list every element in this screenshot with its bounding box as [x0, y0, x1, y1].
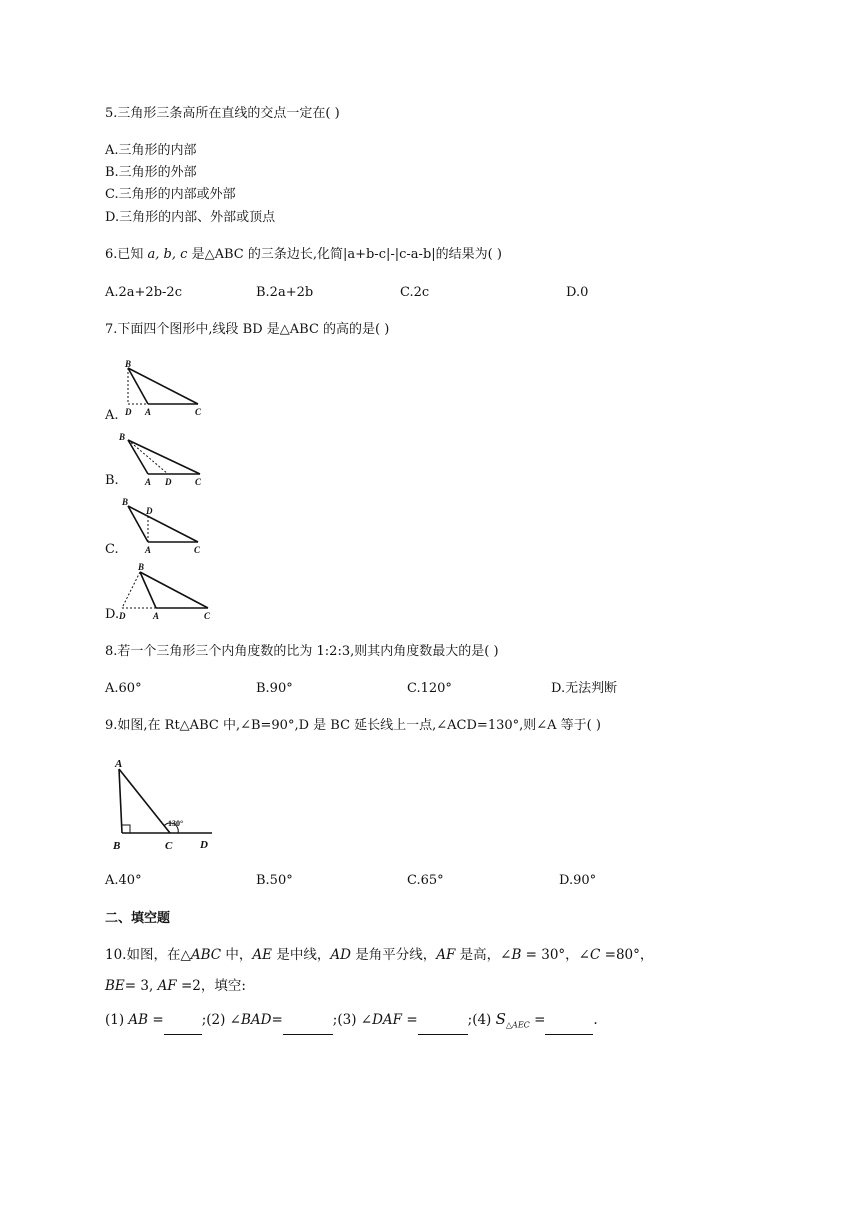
svg-text:D: D [125, 407, 132, 417]
q9-option-c: C.65° [407, 873, 444, 888]
blank-3[interactable] [418, 1020, 468, 1035]
q10-line1: 10.如图，在△ABC 中，AE 是中线，AD 是角平分线，AF 是高，∠B = 30°，∠C =80°， [105, 947, 654, 963]
svg-text:D: D [146, 506, 153, 516]
q6-option-c: C.2c [400, 285, 430, 300]
q7-option-b-label: B. [105, 473, 119, 488]
blank-4[interactable] [545, 1020, 593, 1035]
q8-stem: 8.若一个三角形三个内角度数的比为 1:2:3,则其内角度数最大的是( ) [105, 644, 499, 659]
q6-option-a: A.2a+2b-2c [105, 285, 182, 300]
q7-option-a-label: A. [105, 408, 119, 423]
q9-option-b: B.50° [256, 873, 293, 888]
q6-option-b: B.2a+2b [256, 285, 314, 300]
svg-text:B: B [125, 359, 132, 369]
svg-text:D: D [200, 839, 208, 851]
q9-option-d: D.90° [559, 873, 597, 888]
q6-stem: 6.已知 a, b, c 是△ABC 的三条边长,化简|a+b-c|-|c-a-b|的结果为( ) [105, 247, 502, 262]
svg-text:C: C [194, 545, 201, 555]
svg-text:B: B [113, 840, 121, 852]
svg-text:B: B [138, 562, 145, 572]
q5-option-c: C.三角形的内部或外部 [105, 187, 236, 202]
q9-figure [104, 754, 216, 854]
svg-text:B: B [119, 432, 126, 442]
svg-text:A: A [145, 407, 152, 417]
q10-fill-line: (1) AB = ;(2) ∠BAD= ;(3) ∠DAF = ;(4) $S_{\triangle AEC}$ = . [105, 1010, 598, 1035]
q5-option-a: A.三角形的内部 [105, 143, 197, 158]
q7-option-c-label: C. [105, 542, 119, 557]
q5-option-b: B.三角形的外部 [105, 165, 197, 180]
svg-text:D: D [165, 477, 172, 487]
svg-text:C: C [204, 611, 211, 621]
svg-text:130°: 130° [168, 819, 184, 828]
q7-figure-d [116, 560, 216, 622]
svg-text:A: A [115, 758, 123, 770]
q6-options [0, 284, 860, 304]
q8-option-d: D.无法判断 [551, 681, 618, 696]
section-title: 二、填空题 [105, 911, 171, 926]
q8-option-b: B.90° [256, 681, 293, 696]
q7-option-d-label: D. [105, 607, 120, 622]
blank-1[interactable] [164, 1020, 202, 1035]
q7-figure-a [118, 358, 208, 420]
q9-stem: 9.如图,在 Rt△ABC 中,∠B=90°,D 是 BC 延长线上一点,∠ACD=130°,则∠A 等于( ) [105, 718, 601, 733]
svg-text:D: D [119, 611, 126, 621]
q7-figure-b [116, 428, 210, 488]
q9-option-a: A.40° [105, 873, 142, 888]
svg-text:B: B [122, 497, 129, 507]
svg-text:A: A [153, 611, 160, 621]
svg-text:C: C [195, 407, 202, 417]
svg-text:A: A [145, 477, 152, 487]
q8-options [0, 680, 860, 700]
svg-text:A: A [145, 545, 152, 555]
q10-line2: BE= 3, AF =2，填空: [105, 978, 246, 994]
q8-option-c: C.120° [407, 681, 452, 696]
svg-text:C: C [165, 840, 173, 852]
svg-text:C: C [195, 477, 202, 487]
q8-option-a: A.60° [105, 681, 142, 696]
q9-options [0, 872, 860, 892]
q7-figure-c [116, 494, 210, 556]
blank-2[interactable] [283, 1020, 333, 1035]
q6-option-d: D.0 [566, 285, 589, 300]
q5-option-d: D.三角形的内部、外部或顶点 [105, 210, 276, 225]
q7-stem: 7.下面四个图形中,线段 BD 是△ABC 的高的是( ) [105, 322, 390, 337]
q5-stem: 5.三角形三条高所在直线的交点一定在( ) [105, 106, 340, 121]
